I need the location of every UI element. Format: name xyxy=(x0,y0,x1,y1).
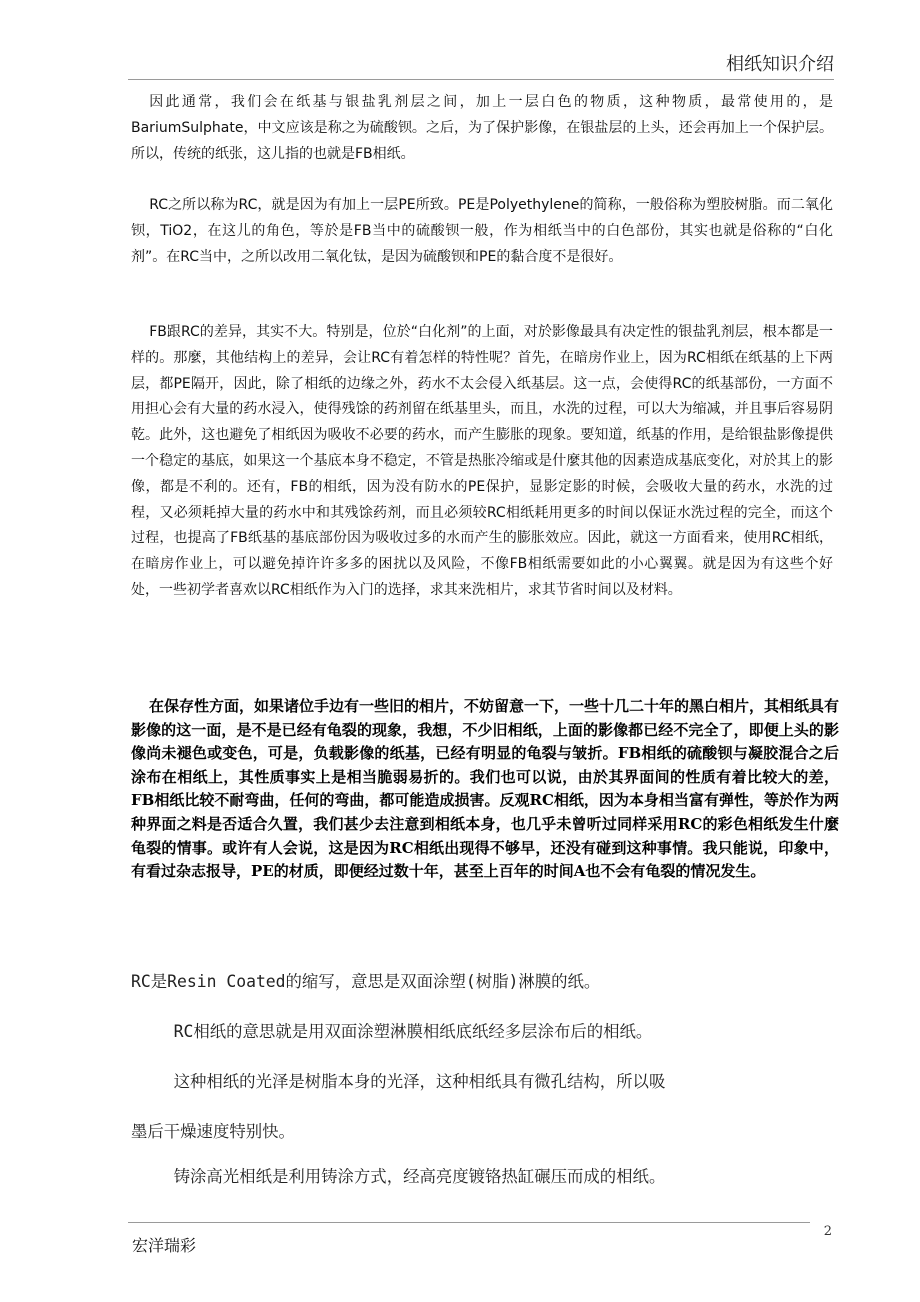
header-rule xyxy=(128,79,834,80)
footer-rule xyxy=(128,1222,810,1223)
header-title: 相纸知识介绍 xyxy=(726,54,834,75)
rc-abbreviation-line: RC是Resin Coated的缩写，意思是双面涂塑(树脂)淋膜的纸。 xyxy=(131,972,601,991)
gloss-line-continued: 墨后干燥速度特别快。 xyxy=(131,1122,295,1141)
page-number: 2 xyxy=(823,1224,832,1239)
rc-meaning-line: RC相纸的意思就是用双面涂塑淋膜相纸底纸经多层涂布后的相纸。 xyxy=(173,1022,653,1041)
gloss-line: 这种相纸的光泽是树脂本身的光泽，这种相纸具有微孔结构，所以吸 xyxy=(173,1072,666,1091)
paragraph-fb-rc-difference: FB跟RC的差异，其实不大。特别是，位於“白化剂”的上面，对於影像最具有决定性的银盐乳剂层，根本都是一样的。那麼，其他结构上的差异，会让RC有着怎样的特性呢？首先，在暗房作业上，因为RC相纸在纸基的上下两层，都PE隔开，因此，除了相纸的边缘之外，药水不太会侵入纸基层。这一点，会使得RC的纸基部份，一方面不用担心会有大量的药水浸入，使得残馀的药剂留在纸基里头，而且，水洗的过程，可以大为缩减，并且事后容易阴乾。此外，这也避免了相纸因为吸收不必要的药水，而产生膨胀的现象。要知道，纸基的作用，是给银盐影像提供一个稳定的基底，如果这一个基底本身不稳定，不管是热胀冷缩或是什麼其他的因素造成基底变化，对於其上的影像，都是不利的。还有，FB的相纸，因为没有防水的PE保护，显影定影的时候，会吸收大量的药水，水洗的过程，又必须耗掉大量的药水中和其残馀药剂，而且必须较RC相纸耗用更多的时间以保证水洗过程的完全，而这个过程，也提高了FB纸基的基底部份因为吸收过多的水而产生的膨胀效应。因此，就这一方面看来，使用RC相纸，在暗房作业上，可以避免掉许许多多的困扰以及风险，不像FB相纸需要如此的小心翼翼。就是因为有这些个好处，一些初学者喜欢以RC相纸作为入门的选择，求其来洗相片，求其节省时间以及材料。 xyxy=(131,324,833,598)
footer-company: 宏洋瑞彩 xyxy=(132,1236,197,1255)
paragraph-rc-definition: RC之所以称为RC，就是因为有加上一层PE所致。PE是Polyethylene的简称，一般俗称为塑胶树脂。而二氧化钡，TiO2，在这儿的角色，等於是FB当中的硫酸钡一般，作为相纸当中的白色部份，其实也就是俗称的“白化剂”。在RC当中，之所以改用二氧化钛，是因为硫酸钡和PE的黏合度不是很好。 xyxy=(131,197,833,265)
cast-coated-line: 铸涂高光相纸是利用铸涂方式，经高亮度镀铬热缸碾压而成的相纸。 xyxy=(173,1167,666,1186)
paragraph-bariumsulphate: 因此通常，我们会在纸基与银盐乳剂层之间，加上一层白色的物质，这种物质，最常使用的，是BariumSulphate，中文应该是称之为硫酸钡。之后，为了保护影像，在银盐层的上头，还会再加上一个保护层。所以，传统的纸张，这儿指的也就是FB相纸。 xyxy=(131,94,833,162)
paragraph-preservation: 在保存性方面，如果诸位手边有一些旧的相片，不妨留意一下，一些十几二十年的黑白相片，其相纸具有影像的这一面，是不是已经有龟裂的现象，我想，不少旧相纸，上面的影像都已经不完全了，即便上头的影像尚未褪色或变色，可是，负载影像的纸基，已经有明显的龟裂与皱折。FB相纸的硫酸钡与凝胶混合之后涂布在相纸上，其性质事实上是相当脆弱易折的。我们也可以说，由於其界面间的性质有着比较大的差，FB相纸比较不耐弯曲，任何的弯曲，都可能造成损害。反观RC相纸，因为本身相当富有弹性，等於作为两种界面之料是否适合久置，我们甚少去注意到相纸本身，也几乎未曾听过同样采用RC的彩色相纸发生什麼龟裂的情事。或许有人会说，这是因为RC相纸出现得不够早，还没有碰到这种事情。我只能说，印象中，有看过杂志报导，PE的材质，即便经过数十年，甚至上百年的时间A也不会有龟裂的情况发生。 xyxy=(131,697,840,881)
